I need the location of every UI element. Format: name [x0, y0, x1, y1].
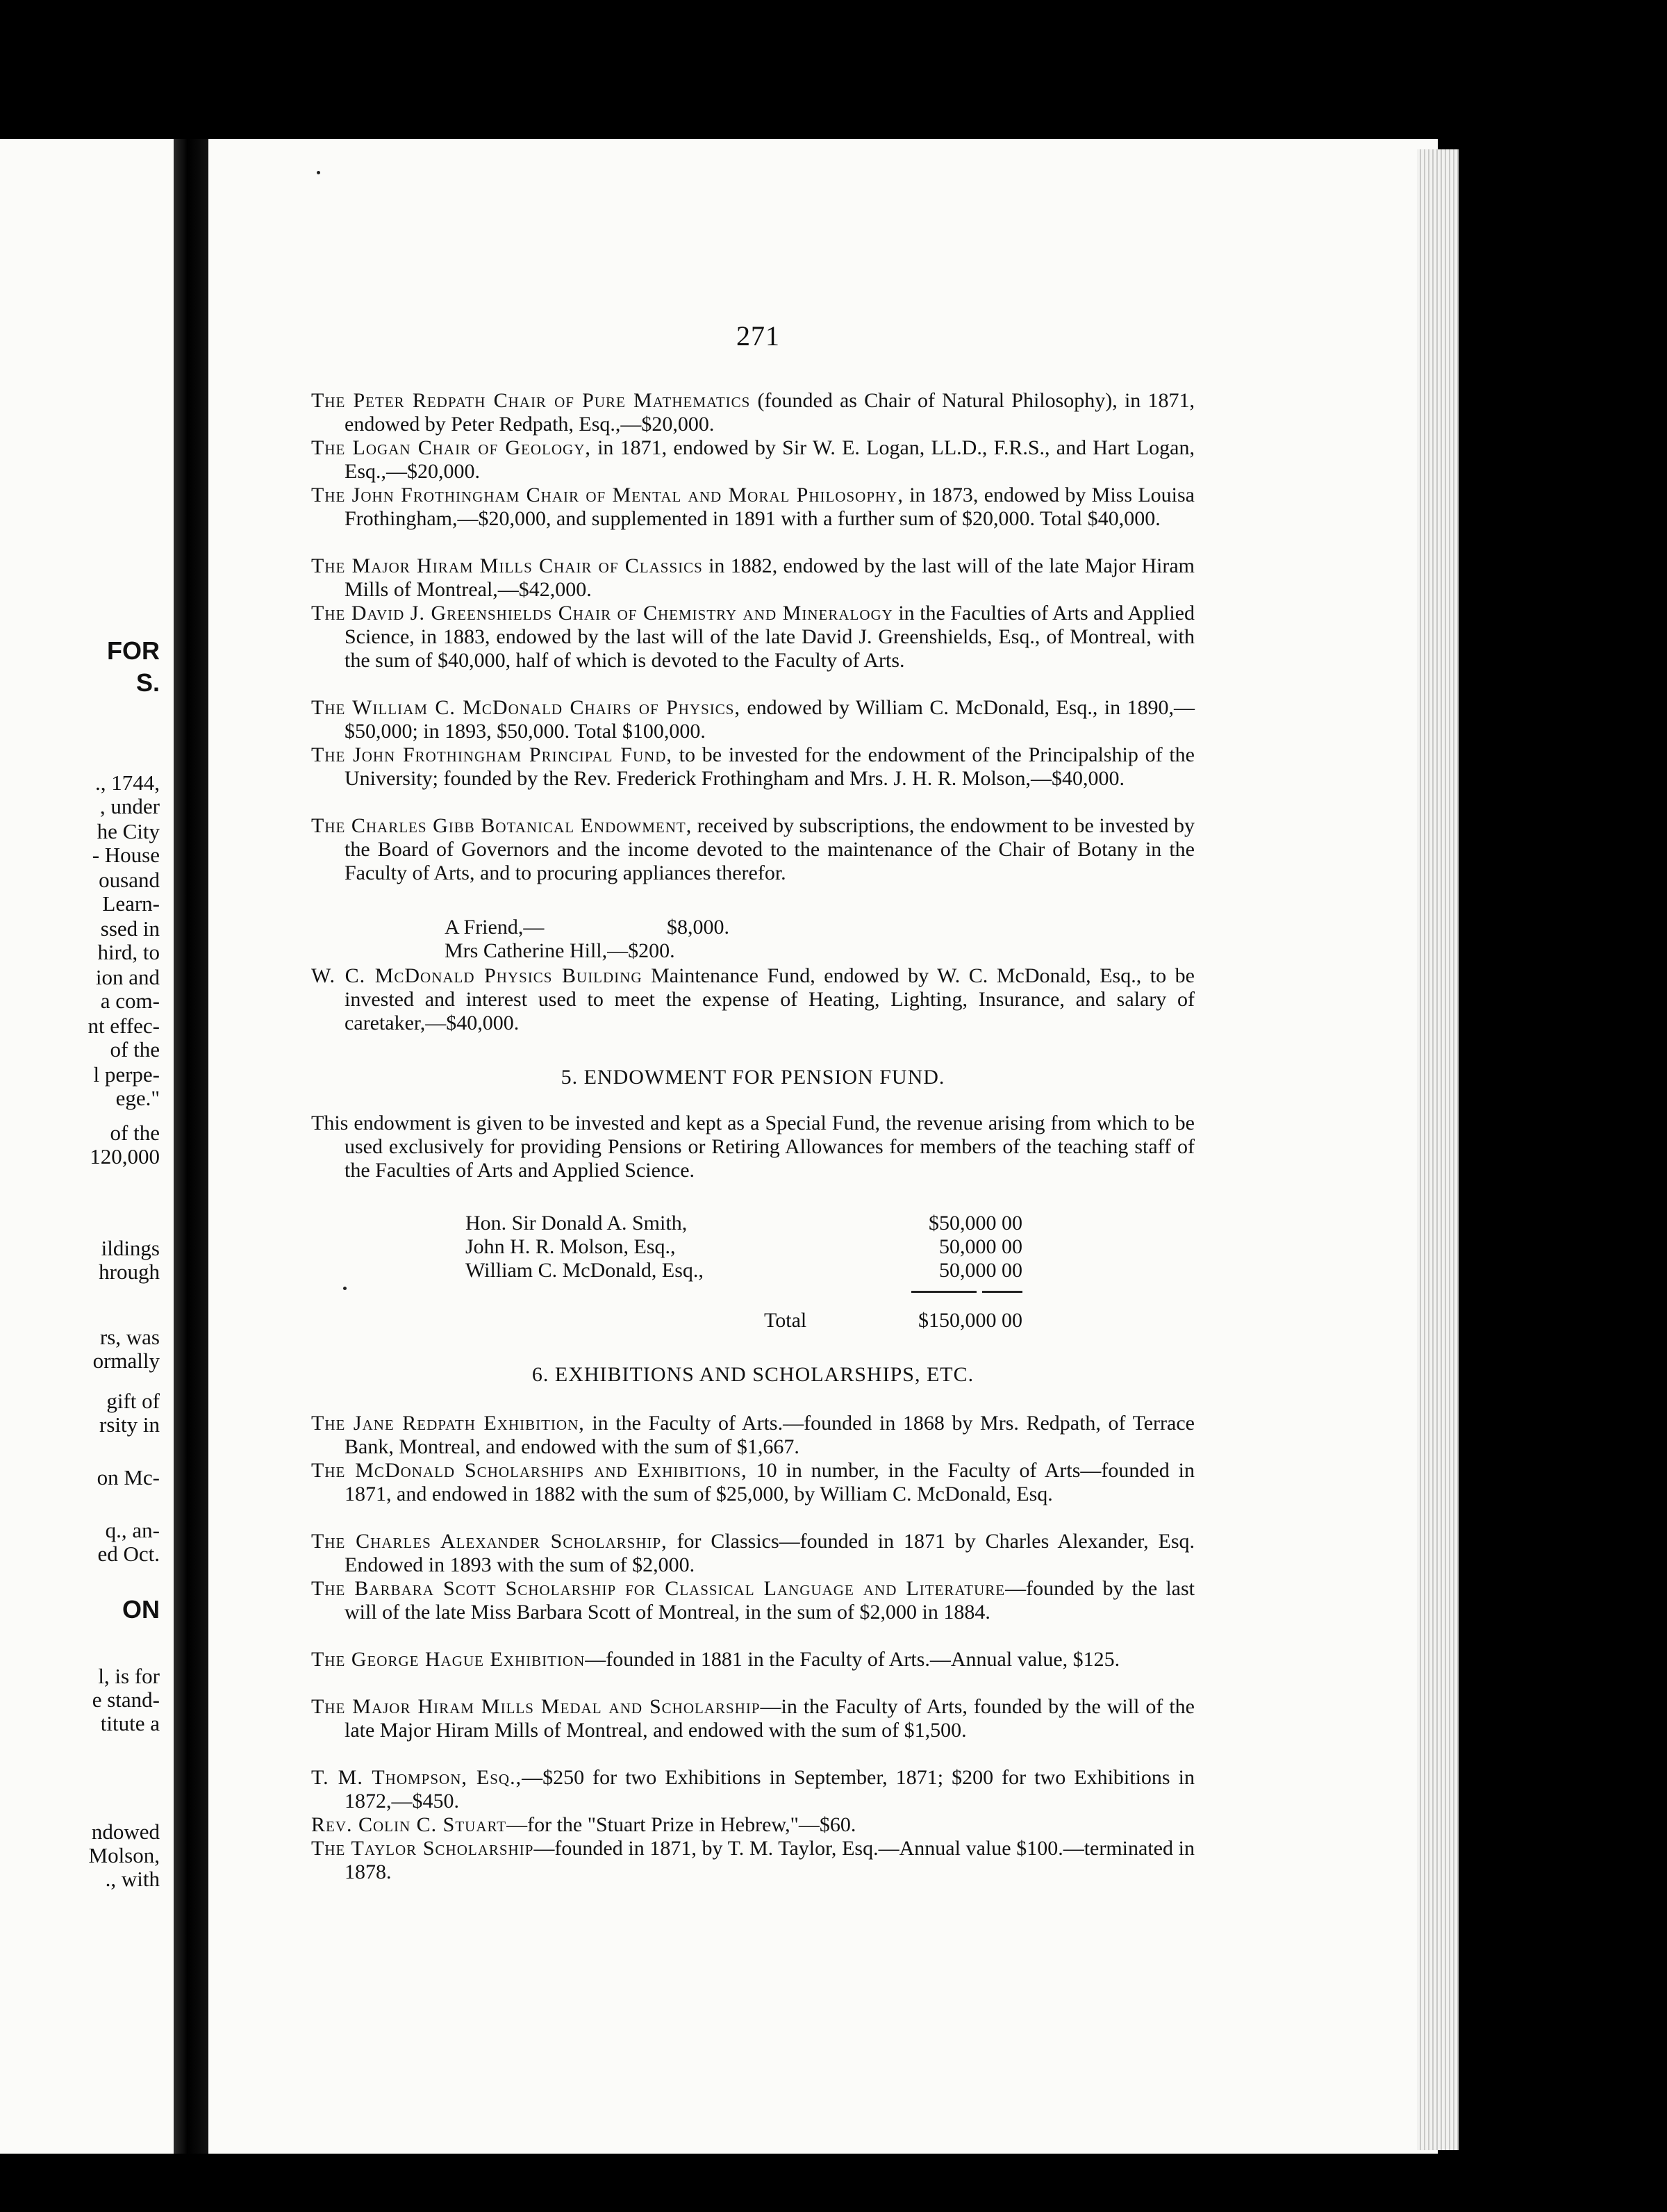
left-page-text-fragment: rs, was: [99, 1325, 160, 1349]
entry-alexander-scholarship: The Charles Alexander Scholarship, for Classics—founded in 1871 by Charles Alexander, Esq. Endowed in 1893 with the sum of $2,000.: [311, 1530, 1195, 1576]
entry-taylor-scholarship: The Taylor Scholarship—founded in 1871, by T. M. Taylor, Esq.—Annual value $100.—terminated in 1878.: [311, 1837, 1195, 1883]
left-page-text-fragment: 120,000: [90, 1144, 160, 1169]
left-page-text-fragment: Molson,: [88, 1843, 160, 1867]
speck-mark: [317, 171, 320, 174]
left-page-text-fragment: titute a: [100, 1711, 160, 1735]
entry-mcdonald-scholarships: The McDonald Scholarships and Exhibitions, 10 in number, in the Faculty of Arts—founded in 1871, and endowed in 1882 with the sum of $25,000, by William C. McDonald, Esq.: [311, 1459, 1195, 1505]
left-page-text-fragment: ousand: [99, 868, 160, 892]
left-page-text-fragment: hrough: [99, 1260, 160, 1284]
pension-donor-amount: 50,000 00: [939, 1235, 1022, 1258]
entry-mcdonald-chairs: The William C. McDonald Chairs of Physics, endowed by William C. McDonald, Esq., in 1890,—$50,000; in 1893, $50,000. Total $100,000.: [311, 696, 1195, 743]
left-page-text-fragment: a com-: [100, 989, 160, 1013]
left-page-text-fragment: e stand-: [92, 1687, 160, 1712]
left-page-text-fragment: ssed in: [100, 916, 160, 941]
entry-thompson-exhibitions: T. M. Thompson, Esq.,—$250 for two Exhibitions in September, 1871; $200 for two Exhibitions in 1872,—$450.: [311, 1766, 1195, 1813]
page-number: 271: [736, 320, 780, 352]
sum-rule: [911, 1291, 977, 1293]
left-page-text-fragment: ON: [122, 1595, 160, 1624]
entry-principal-fund: The John Frothingham Principal Fund, to be invested for the endowment of the Principalship of the University; founded by the Rev. Frederick Frothingham and Mrs. J. H. R. Molson,—$40,000.: [311, 743, 1195, 790]
entry-logan-chair: The Logan Chair of Geology, in 1871, endowed by Sir W. E. Logan, LL.D., F.R.S., and Hart Logan, Esq.,—$20,000.: [311, 436, 1195, 483]
entry-gibb-endowment: The Charles Gibb Botanical Endowment, received by subscriptions, the endowment to be invested by the Board of Governors and the income devoted to the maintenance of the Chair of Botany in the Faculty of Arts, and to procuring appliances therefor.: [311, 814, 1195, 884]
left-page-text-fragment: , under: [99, 794, 160, 818]
section-heading-pension: 5. ENDOWMENT FOR PENSION FUND.: [561, 1066, 945, 1089]
left-page-text-fragment: Learn-: [102, 891, 160, 916]
entry-mills-medal: The Major Hiram Mills Medal and Scholarship—in the Faculty of Arts, founded by the will of the late Major Hiram Mills of Montreal, and endowed with the sum of $1,500.: [311, 1695, 1195, 1742]
page-edge-stack: [1417, 149, 1459, 2150]
book-gutter: [174, 139, 208, 2154]
left-page-text-fragment: on Mc-: [97, 1465, 160, 1489]
entry-mills-chair: The Major Hiram Mills Chair of Classics in 1882, endowed by the last will of the late Major Hiram Mills of Montreal,—$42,000.: [311, 554, 1195, 601]
entry-stuart-prize: Rev. Colin C. Stuart—for the "Stuart Prize in Hebrew,"—$60.: [311, 1813, 856, 1836]
pension-total-amount: $150,000 00: [918, 1309, 1022, 1332]
left-page-text-fragment: ion and: [95, 965, 160, 989]
pension-donor-amount: 50,000 00: [939, 1259, 1022, 1282]
pension-donor-amount: $50,000 00: [929, 1212, 1022, 1235]
left-page-text-fragment: ormally: [92, 1348, 160, 1373]
pension-donor-name: Hon. Sir Donald A. Smith,: [465, 1212, 688, 1235]
left-page-text-fragment: ildings: [101, 1236, 160, 1260]
left-page-text-fragment: hird, to: [97, 940, 160, 964]
pension-donor-name: William C. McDonald, Esq.,: [465, 1259, 704, 1282]
left-page-text-fragment: ed Oct.: [97, 1542, 160, 1566]
left-page-text-fragment: gift of: [106, 1389, 160, 1413]
entry-physics-building-fund: W. C. McDonald Physics Building Maintenance Fund, endowed by W. C. McDonald, Esq., to be invested and interest used to meet the expense of Heating, Lighting, Insurance, and salary of caretaker,—$40,000.: [311, 964, 1195, 1034]
pension-total-label: Total: [764, 1309, 807, 1332]
entry-hague-exhibition: The George Hague Exhibition—founded in 1881 in the Faculty of Arts.—Annual value, $125.: [311, 1648, 1120, 1671]
left-page-text-fragment: l, is for: [98, 1664, 160, 1688]
speck-mark: [343, 1287, 347, 1290]
left-page-text-fragment: nt effec-: [88, 1014, 160, 1038]
left-page-text-fragment: - House: [92, 843, 160, 867]
pension-intro: This endowment is given to be invested and kept as a Special Fund, the revenue arising from which to be used exclusively for providing Pensions or Retiring Allowances for members of the teaching staff of the Faculties of Arts and Applied Science.: [311, 1112, 1195, 1182]
left-page-text-fragment: of the: [110, 1121, 160, 1145]
section-heading-exhibitions: 6. EXHIBITIONS AND SCHOLARSHIPS, ETC.: [531, 1363, 975, 1386]
gibb-donor-name: A Friend,—: [445, 916, 545, 939]
gibb-donor-name: Mrs Catherine Hill,—$200.: [445, 939, 675, 962]
left-page-text-fragment: rsity in: [99, 1412, 160, 1437]
entry-frothingham-chair: The John Frothingham Chair of Mental and Moral Philosophy, in 1873, endowed by Miss Louisa Frothingham,—$20,000, and supplemented in 1891 with a further sum of $20,000. Total $40,000.: [311, 484, 1195, 530]
left-page-text-fragment: he City: [97, 819, 160, 843]
pension-donor-name: John H. R. Molson, Esq.,: [465, 1235, 676, 1258]
left-page-text-fragment: l perpe-: [93, 1062, 160, 1087]
left-page-text-fragment: FOR: [107, 636, 160, 665]
entry-redpath-chair: The Peter Redpath Chair of Pure Mathematics (founded as Chair of Natural Philosophy), in 1871, endowed by Peter Redpath, Esq.,—$20,000.: [311, 389, 1195, 436]
left-page-text-fragment: q., an-: [105, 1518, 160, 1542]
left-page-text-fragment: S.: [135, 668, 160, 697]
entry-jane-redpath-exhibition: The Jane Redpath Exhibition, in the Faculty of Arts.—founded in 1868 by Mrs. Redpath, of Terrace Bank, Montreal, and endowed with the sum of $1,667.: [311, 1412, 1195, 1458]
left-page-text-fragment: ., 1744,: [95, 770, 160, 795]
sum-rule: [982, 1291, 1022, 1293]
left-page-text-fragment: of the: [110, 1037, 160, 1062]
left-facing-page: [0, 139, 174, 2154]
left-page-text-fragment: ege.": [115, 1086, 160, 1110]
entry-greenshields-chair: The David J. Greenshields Chair of Chemistry and Mineralogy in the Faculties of Arts and Applied Science, in 1883, endowed by the last will of the late David J. Greenshields, Esq., of Montreal, with the sum of $40,000, half of which is devoted to the Faculty of Arts.: [311, 602, 1195, 672]
left-page-text-fragment: ndowed: [91, 1819, 160, 1844]
entry-scott-scholarship: The Barbara Scott Scholarship for Classical Language and Literature—founded by the last will of the late Miss Barbara Scott of Montreal, in the sum of $2,000 in 1884.: [311, 1577, 1195, 1624]
left-page-text-fragment: ., with: [105, 1867, 160, 1891]
gibb-donor-amount: $8,000.: [667, 916, 729, 939]
